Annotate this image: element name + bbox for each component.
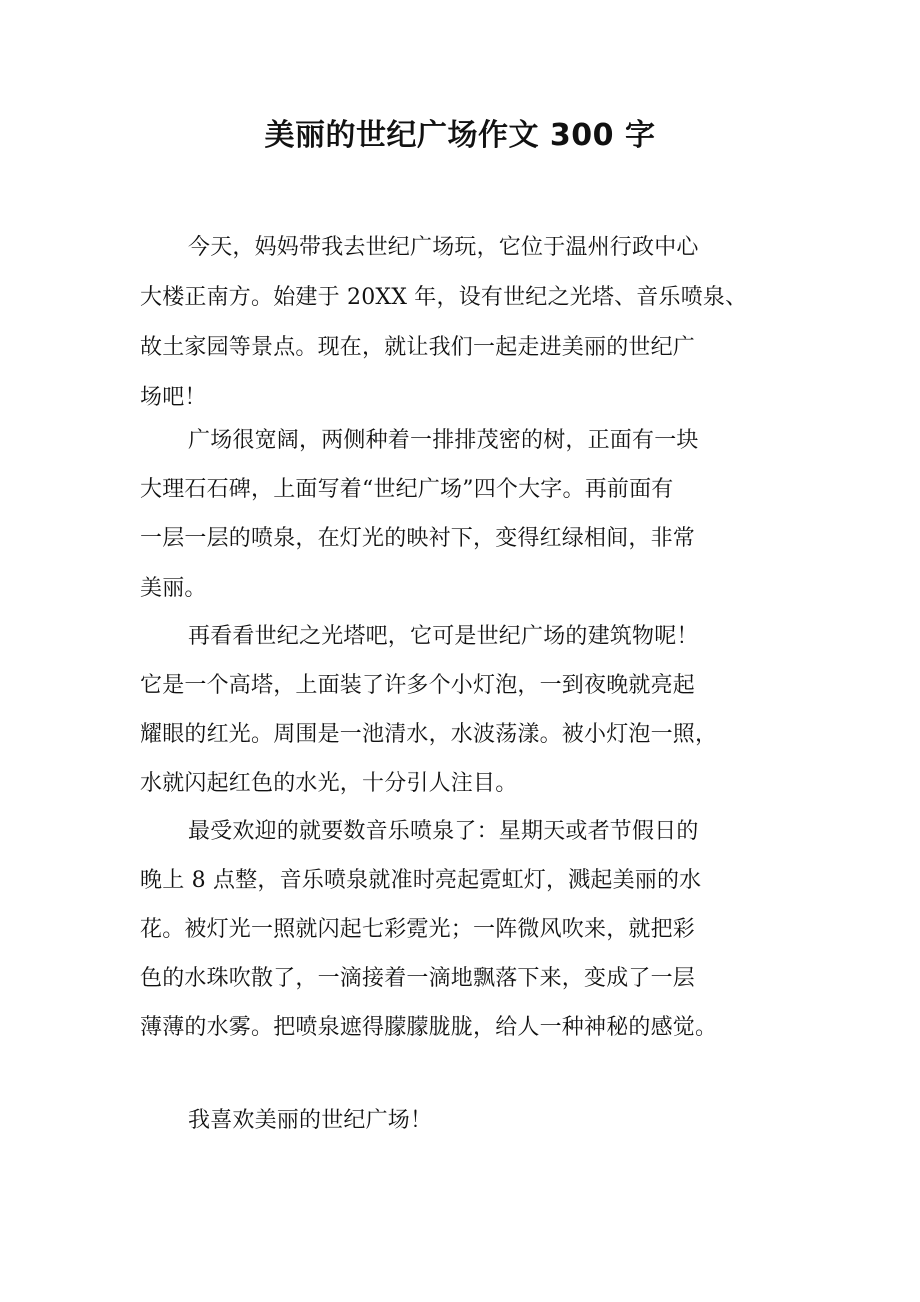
- paragraph-2-line-1: 广场很宽阔，两侧种着一排排茂密的树，正面有一块: [188, 428, 699, 453]
- paragraph-3-line-2: 它是一个高塔，上面装了许多个小灯泡，一到夜晚就亮起: [140, 673, 696, 698]
- paragraph-4-line-1: 最受欢迎的就要数音乐喷泉了：星期天或者节假日的: [188, 819, 699, 844]
- paragraph-3-line-1: 再看看世纪之光塔吧，它可是世纪广场的建筑物呢！: [188, 624, 699, 649]
- paragraph-1-line-1: 今天，妈妈带我去世纪广场玩，它位于温州行政中心: [188, 235, 699, 260]
- paragraph-2-line-3: 一层一层的喷泉，在灯光的映衬下，变得红绿相间，非常: [140, 526, 696, 551]
- paragraph-4-line-3: 花。被灯光一照就闪起七彩霓光；一阵微风吹来，就把彩: [140, 917, 696, 942]
- paragraph-1-line-3: 故土家园等景点。现在，就让我们一起走进美丽的世纪广: [140, 335, 696, 360]
- paragraph-1-line-4: 场吧！: [140, 385, 207, 410]
- paragraph-4-line-4: 色的水珠吹散了，一滴接着一滴地飘落下来，变成了一层: [140, 966, 696, 991]
- paragraph-4-line-5: 薄薄的水雾。把喷泉遮得朦朦胧胧，给人一种神秘的感觉。: [140, 1015, 718, 1040]
- paragraph-4-line-2: 晚上 8 点整，音乐喷泉就准时亮起霓虹灯，溅起美丽的水: [140, 868, 702, 893]
- paragraph-1-line-2: 大楼正南方。始建于 20XX 年，设有世纪之光塔、音乐喷泉、: [140, 285, 748, 310]
- paragraph-2-line-2: 大理石石碑，上面写着“世纪广场”四个大字。再前面有: [140, 477, 674, 502]
- document-title: 美丽的世纪广场作文 300 字: [264, 118, 656, 153]
- paragraph-5-line-1: 我喜欢美丽的世纪广场！: [188, 1108, 433, 1133]
- paragraph-3-line-4: 水就闪起红色的水光，十分引人注目。: [140, 771, 518, 796]
- paragraph-3-line-3: 耀眼的红光。周围是一池清水，水波荡漾。被小灯泡一照，: [140, 722, 718, 747]
- paragraph-2-line-4: 美丽。: [140, 576, 207, 601]
